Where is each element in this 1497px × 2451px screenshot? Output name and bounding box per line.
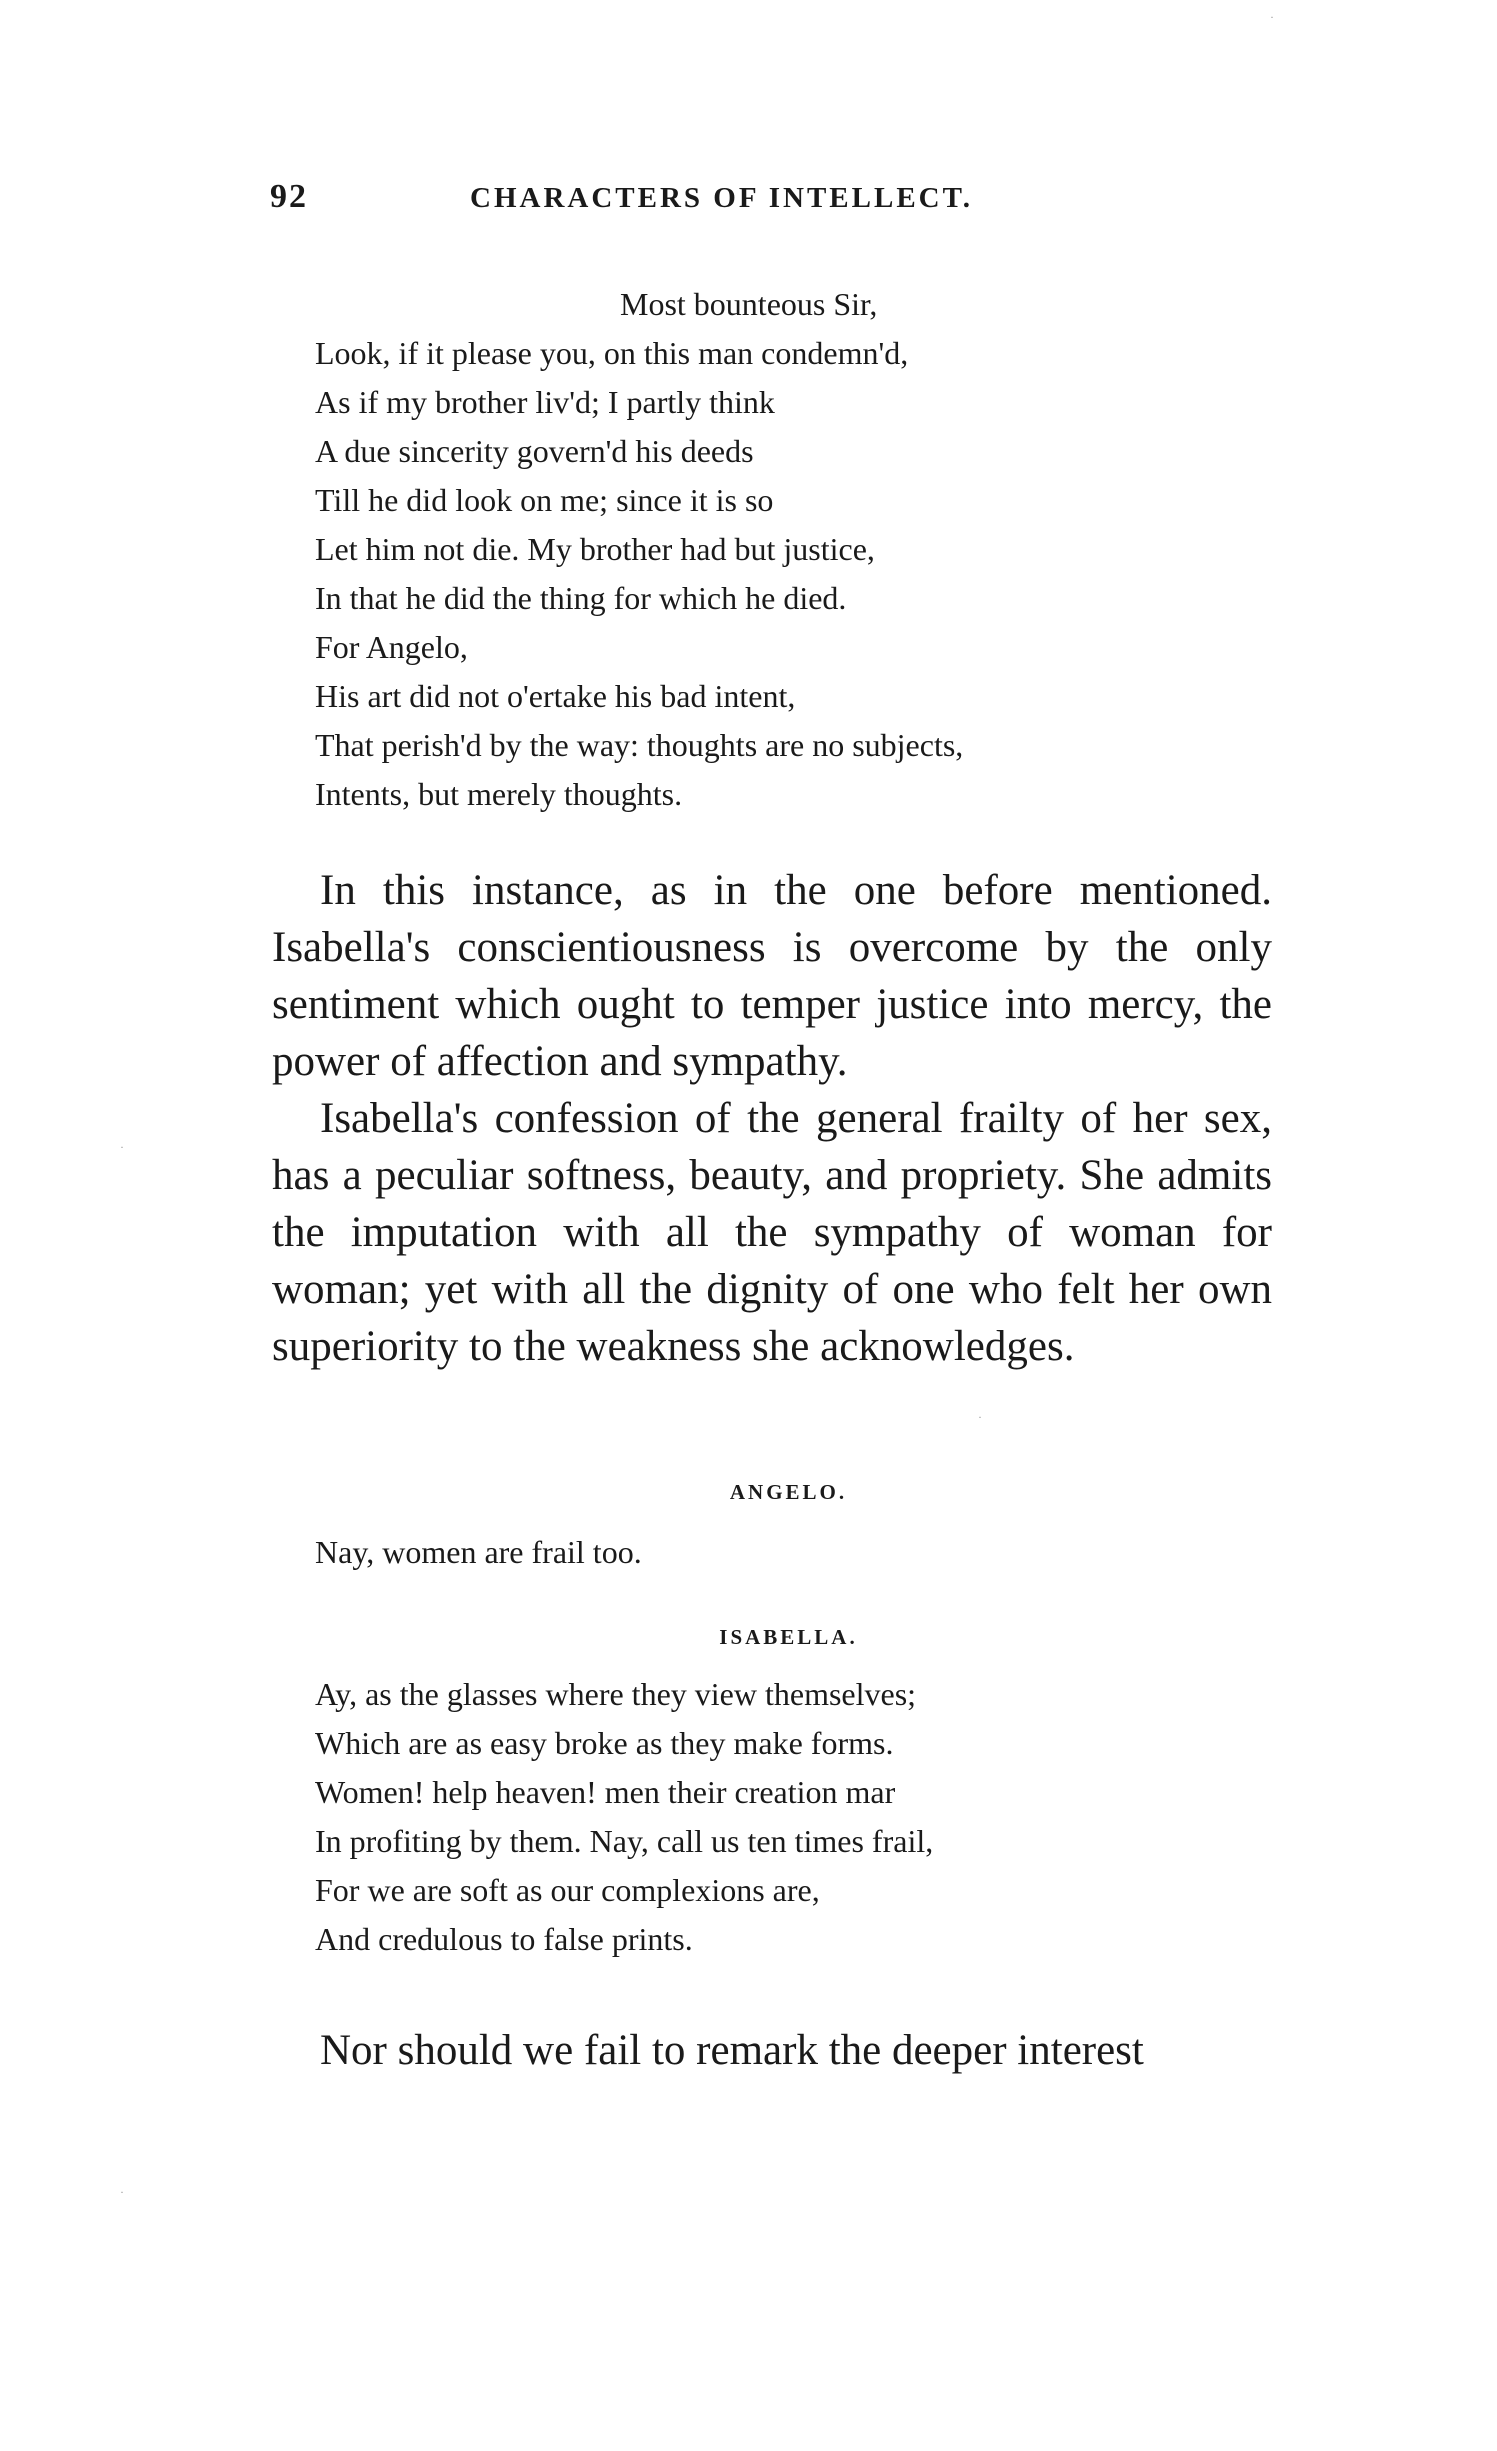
verse-line: Look, if it please you, on this man condemn'd,	[315, 335, 909, 371]
paper-speck: ·	[1270, 10, 1274, 24]
speaker-heading-isabella: ISABELLA.	[719, 1625, 858, 1649]
page-number: 92	[270, 178, 308, 215]
verse-line: For Angelo,	[315, 629, 468, 665]
verse-line: Most bounteous Sir,	[620, 286, 878, 322]
paper-speck: ·	[978, 1410, 982, 1424]
verse-line: Let him not die. My brother had but justice,	[315, 531, 875, 567]
speech-line: Women! help heaven! men their creation mar	[315, 1774, 896, 1810]
running-title: CHARACTERS OF INTELLECT.	[470, 182, 974, 214]
speaker-heading-angelo: ANGELO.	[729, 1480, 848, 1504]
paragraph: Isabella's confession of the general frailty of her sex, has a peculiar softness, beauty, and propriety. She admits the imputation with all the sympathy of woman for woman; yet with all the dignity of one who felt her own superiority to the weakness she acknowledges.	[272, 1095, 1272, 1370]
speech-angelo	[315, 1528, 642, 1577]
paper-speck: ·	[120, 1140, 124, 1154]
speech-line: Ay, as the glasses where they view themselves;	[315, 1676, 917, 1712]
speech-isabella	[315, 1670, 933, 1964]
speech-line: Which are as easy broke as they make forms.	[315, 1725, 894, 1761]
verse-line: Intents, but merely thoughts.	[315, 776, 683, 812]
prose-block-1	[272, 862, 1272, 1375]
prose-block-2	[272, 2022, 1272, 2079]
speech-line: For we are soft as our complexions are,	[315, 1872, 820, 1908]
speech-line: Nay, women are frail too.	[315, 1534, 642, 1570]
verse-line: A due sincerity govern'd his deeds	[315, 433, 754, 469]
verse-line: As if my brother liv'd; I partly think	[315, 384, 775, 420]
verse-line: His art did not o'ertake his bad intent,	[315, 678, 796, 714]
page-header	[270, 178, 1170, 228]
verse-line: That perish'd by the way: thoughts are no subjects,	[315, 727, 964, 763]
paper-speck: ·	[120, 2185, 124, 2199]
speech-line: In profiting by them. Nay, call us ten times frail,	[315, 1823, 934, 1859]
speech-line: And credulous to false prints.	[315, 1921, 693, 1957]
paragraph: Nor should we fail to remark the deeper interest	[320, 2027, 1144, 2074]
verse-quotation-1	[315, 280, 963, 819]
paragraph: In this instance, as in the one before mentioned. Isabella's conscientiousness is overcome by the only sentiment which ought to temper justice into mercy, the power of affection and sympathy.	[272, 867, 1272, 1085]
verse-line: In that he did the thing for which he died.	[315, 580, 847, 616]
verse-line: Till he did look on me; since it is so	[315, 482, 774, 518]
